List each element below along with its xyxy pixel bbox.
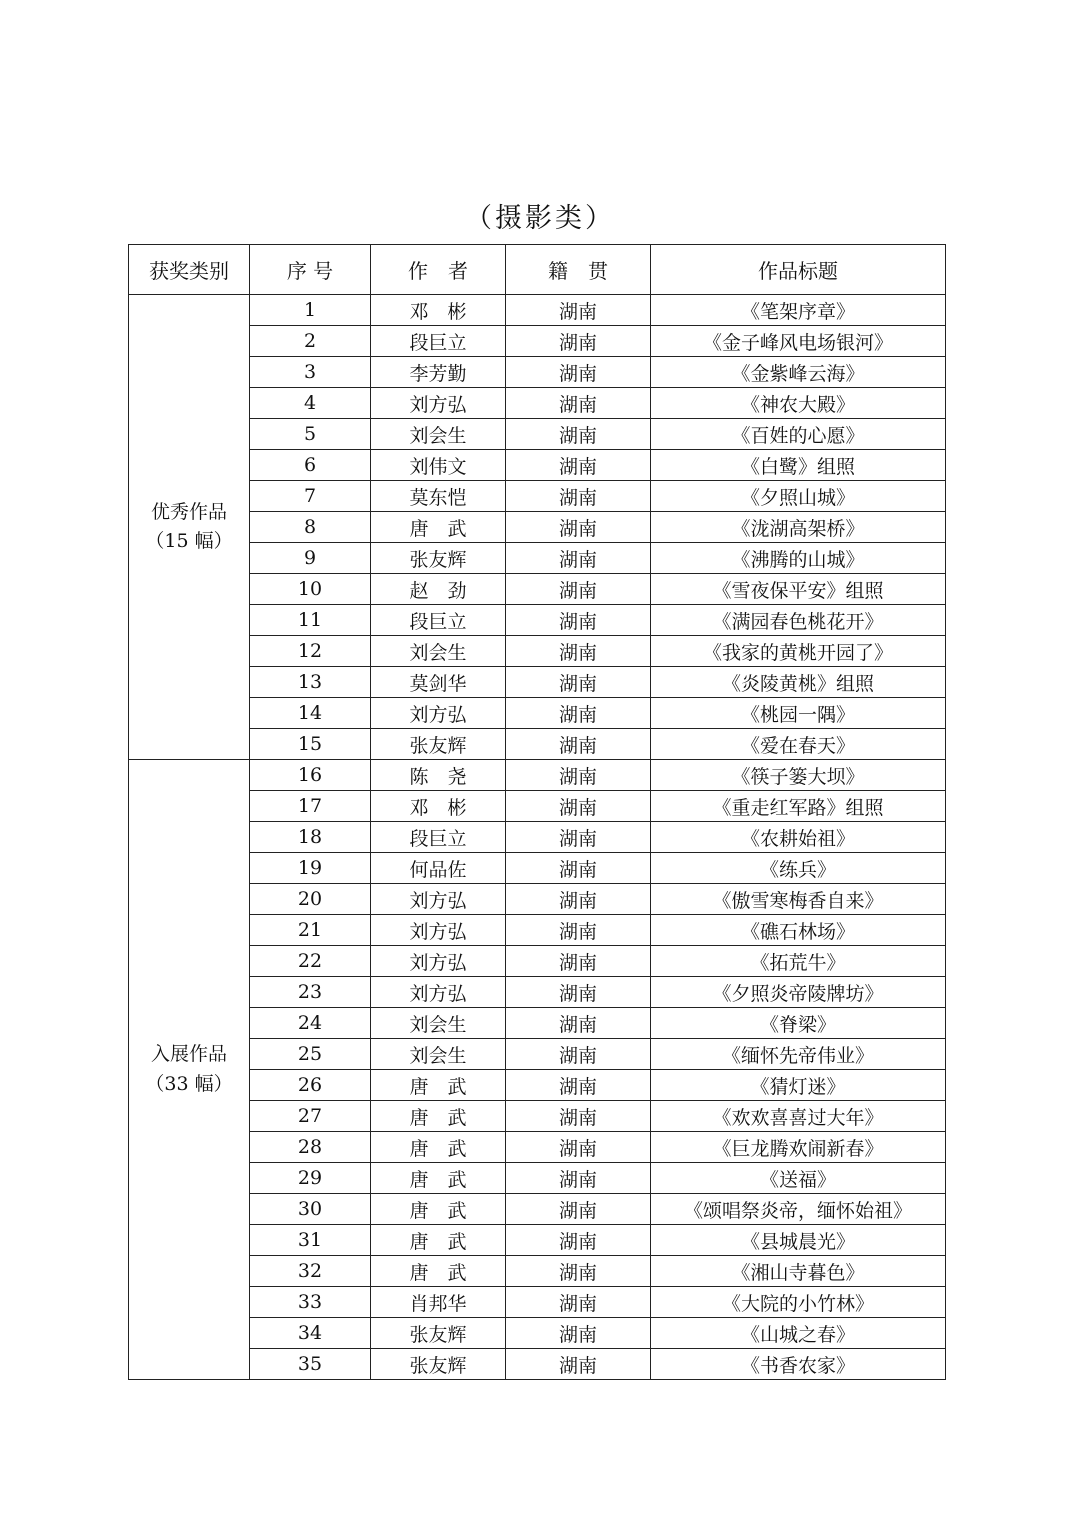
cell-number: 3 [250, 357, 371, 388]
cell-title: 《夕照炎帝陵牌坊》 [651, 977, 946, 1008]
cell-number: 26 [250, 1070, 371, 1101]
cell-title: 《沸腾的山城》 [651, 543, 946, 574]
cell-author: 张友辉 [371, 1349, 506, 1380]
header-origin: 籍 贯 [506, 245, 651, 295]
cell-number: 29 [250, 1163, 371, 1194]
cell-title: 《笔架序章》 [651, 295, 946, 326]
header-number: 序 号 [250, 245, 371, 295]
cell-title: 《巨龙腾欢闹新春》 [651, 1132, 946, 1163]
cell-origin: 湖南 [506, 605, 651, 636]
table-row [129, 1132, 946, 1163]
cell-number: 13 [250, 667, 371, 698]
cell-origin: 湖南 [506, 357, 651, 388]
cell-origin: 湖南 [506, 1132, 651, 1163]
cell-number: 31 [250, 1225, 371, 1256]
cell-title: 《满园春色桃花开》 [651, 605, 946, 636]
table-row [129, 946, 946, 977]
category-label: 优秀作品 [150, 500, 227, 523]
category-cell [129, 760, 250, 1380]
cell-author: 肖邦华 [371, 1287, 506, 1318]
table-row [129, 1256, 946, 1287]
table-row [129, 636, 946, 667]
table-row [129, 853, 946, 884]
table-row [129, 543, 946, 574]
table-row [129, 698, 946, 729]
category-count: （33 幅） [145, 1072, 233, 1095]
table-row [129, 1008, 946, 1039]
cell-number: 18 [250, 822, 371, 853]
cell-origin: 湖南 [506, 543, 651, 574]
cell-author: 莫剑华 [371, 667, 506, 698]
table-row [129, 977, 946, 1008]
cell-origin: 湖南 [506, 1287, 651, 1318]
cell-origin: 湖南 [506, 729, 651, 760]
cell-author: 邓 彬 [371, 295, 506, 326]
cell-number: 33 [250, 1287, 371, 1318]
cell-number: 15 [250, 729, 371, 760]
category-cell [129, 295, 250, 760]
cell-origin: 湖南 [506, 946, 651, 977]
cell-author: 刘方弘 [371, 698, 506, 729]
cell-origin: 湖南 [506, 1256, 651, 1287]
cell-title: 《书香农家》 [651, 1349, 946, 1380]
cell-author: 段巨立 [371, 822, 506, 853]
cell-title: 《爱在春天》 [651, 729, 946, 760]
cell-number: 16 [250, 760, 371, 791]
cell-title: 《送福》 [651, 1163, 946, 1194]
cell-number: 27 [250, 1101, 371, 1132]
cell-origin: 湖南 [506, 1039, 651, 1070]
cell-author: 刘方弘 [371, 915, 506, 946]
cell-author: 唐 武 [371, 512, 506, 543]
cell-title: 《缅怀先帝伟业》 [651, 1039, 946, 1070]
awards-table [128, 244, 946, 1380]
cell-title: 《傲雪寒梅香自来》 [651, 884, 946, 915]
cell-title: 《炎陵黄桃》组照 [651, 667, 946, 698]
cell-number: 32 [250, 1256, 371, 1287]
cell-number: 14 [250, 698, 371, 729]
table-row [129, 1318, 946, 1349]
cell-author: 刘伟文 [371, 450, 506, 481]
cell-author: 唐 武 [371, 1163, 506, 1194]
table-row [129, 791, 946, 822]
table-row [129, 1163, 946, 1194]
table-row [129, 1225, 946, 1256]
table-row [129, 667, 946, 698]
table-row [129, 729, 946, 760]
table-row [129, 1349, 946, 1380]
cell-origin: 湖南 [506, 636, 651, 667]
cell-title: 《白鹭》组照 [651, 450, 946, 481]
cell-title: 《山城之春》 [651, 1318, 946, 1349]
cell-title: 《练兵》 [651, 853, 946, 884]
cell-title: 《重走红军路》组照 [651, 791, 946, 822]
cell-origin: 湖南 [506, 822, 651, 853]
cell-number: 28 [250, 1132, 371, 1163]
cell-title: 《欢欢喜喜过大年》 [651, 1101, 946, 1132]
cell-origin: 湖南 [506, 326, 651, 357]
cell-title: 《猜灯迷》 [651, 1070, 946, 1101]
cell-title: 《金紫峰云海》 [651, 357, 946, 388]
cell-number: 23 [250, 977, 371, 1008]
cell-author: 赵 劲 [371, 574, 506, 605]
table-row [129, 450, 946, 481]
cell-author: 李芳勤 [371, 357, 506, 388]
cell-title: 《夕照山城》 [651, 481, 946, 512]
cell-origin: 湖南 [506, 884, 651, 915]
cell-origin: 湖南 [506, 450, 651, 481]
table-row [129, 419, 946, 450]
cell-author: 刘会生 [371, 1039, 506, 1070]
table-row [129, 1070, 946, 1101]
table-row [129, 1101, 946, 1132]
cell-origin: 湖南 [506, 481, 651, 512]
cell-author: 刘方弘 [371, 946, 506, 977]
cell-origin: 湖南 [506, 1070, 651, 1101]
cell-title: 《筷子篓大坝》 [651, 760, 946, 791]
cell-number: 17 [250, 791, 371, 822]
cell-origin: 湖南 [506, 512, 651, 543]
table-row [129, 1287, 946, 1318]
cell-title: 《我家的黄桃开园了》 [651, 636, 946, 667]
cell-author: 刘方弘 [371, 977, 506, 1008]
header-title: 作品标题 [651, 245, 946, 295]
cell-origin: 湖南 [506, 1008, 651, 1039]
cell-title: 《农耕始祖》 [651, 822, 946, 853]
cell-author: 张友辉 [371, 1318, 506, 1349]
table-row [129, 388, 946, 419]
cell-author: 唐 武 [371, 1070, 506, 1101]
cell-number: 11 [250, 605, 371, 636]
table-row [129, 760, 946, 791]
cell-number: 20 [250, 884, 371, 915]
cell-author: 刘会生 [371, 419, 506, 450]
cell-author: 何品佐 [371, 853, 506, 884]
cell-title: 《颂唱祭炎帝，缅怀始祖》 [651, 1194, 946, 1225]
cell-title: 《湘山寺暮色》 [651, 1256, 946, 1287]
cell-author: 唐 武 [371, 1132, 506, 1163]
cell-title: 《脊梁》 [651, 1008, 946, 1039]
cell-author: 刘会生 [371, 1008, 506, 1039]
table-row [129, 512, 946, 543]
cell-author: 刘方弘 [371, 388, 506, 419]
cell-author: 唐 武 [371, 1225, 506, 1256]
header-category: 获奖类别 [129, 245, 250, 295]
cell-number: 19 [250, 853, 371, 884]
cell-origin: 湖南 [506, 1225, 651, 1256]
cell-title: 《金子峰风电场银河》 [651, 326, 946, 357]
cell-number: 35 [250, 1349, 371, 1380]
cell-number: 10 [250, 574, 371, 605]
cell-number: 30 [250, 1194, 371, 1225]
header-author: 作 者 [371, 245, 506, 295]
cell-number: 4 [250, 388, 371, 419]
cell-author: 陈 尧 [371, 760, 506, 791]
cell-number: 21 [250, 915, 371, 946]
cell-origin: 湖南 [506, 760, 651, 791]
cell-number: 22 [250, 946, 371, 977]
cell-author: 邓 彬 [371, 791, 506, 822]
header-row [129, 245, 946, 295]
cell-origin: 湖南 [506, 1194, 651, 1225]
cell-origin: 湖南 [506, 667, 651, 698]
table-row [129, 481, 946, 512]
cell-title: 《拓荒牛》 [651, 946, 946, 977]
cell-author: 刘会生 [371, 636, 506, 667]
cell-author: 张友辉 [371, 543, 506, 574]
cell-title: 《县城晨光》 [651, 1225, 946, 1256]
cell-origin: 湖南 [506, 915, 651, 946]
table-row [129, 295, 946, 326]
table-row [129, 326, 946, 357]
cell-origin: 湖南 [506, 574, 651, 605]
table-row [129, 1039, 946, 1070]
cell-author: 张友辉 [371, 729, 506, 760]
cell-origin: 湖南 [506, 791, 651, 822]
cell-number: 2 [250, 326, 371, 357]
cell-title: 《百姓的心愿》 [651, 419, 946, 450]
cell-title: 《大院的小竹林》 [651, 1287, 946, 1318]
cell-origin: 湖南 [506, 977, 651, 1008]
cell-author: 唐 武 [371, 1101, 506, 1132]
table-row [129, 574, 946, 605]
cell-number: 7 [250, 481, 371, 512]
category-label: 入展作品 [150, 1043, 227, 1066]
cell-title: 《礁石林场》 [651, 915, 946, 946]
cell-origin: 湖南 [506, 295, 651, 326]
cell-origin: 湖南 [506, 419, 651, 450]
cell-origin: 湖南 [506, 1101, 651, 1132]
cell-author: 段巨立 [371, 605, 506, 636]
cell-number: 25 [250, 1039, 371, 1070]
cell-origin: 湖南 [506, 388, 651, 419]
cell-origin: 湖南 [506, 1163, 651, 1194]
table-row [129, 822, 946, 853]
cell-origin: 湖南 [506, 1318, 651, 1349]
cell-number: 1 [250, 295, 371, 326]
cell-title: 《桃园一隅》 [651, 698, 946, 729]
cell-author: 唐 武 [371, 1256, 506, 1287]
cell-origin: 湖南 [506, 1349, 651, 1380]
table-row [129, 357, 946, 388]
table-row [129, 884, 946, 915]
page-title: （摄影类） [465, 203, 615, 234]
cell-number: 24 [250, 1008, 371, 1039]
cell-origin: 湖南 [506, 853, 651, 884]
cell-title: 《神农大殿》 [651, 388, 946, 419]
cell-author: 刘方弘 [371, 884, 506, 915]
cell-number: 8 [250, 512, 371, 543]
table-row [129, 915, 946, 946]
category-count: （15 幅） [145, 530, 233, 552]
cell-author: 唐 武 [371, 1194, 506, 1225]
cell-number: 12 [250, 636, 371, 667]
cell-origin: 湖南 [506, 698, 651, 729]
cell-title: 《雪夜保平安》组照 [651, 574, 946, 605]
table-row [129, 605, 946, 636]
cell-title: 《泷湖高架桥》 [651, 512, 946, 543]
cell-number: 9 [250, 543, 371, 574]
cell-number: 6 [250, 450, 371, 481]
cell-author: 莫东恺 [371, 481, 506, 512]
cell-number: 34 [250, 1318, 371, 1349]
cell-number: 5 [250, 419, 371, 450]
table-row [129, 1194, 946, 1225]
cell-author: 段巨立 [371, 326, 506, 357]
table-body [129, 295, 946, 1380]
